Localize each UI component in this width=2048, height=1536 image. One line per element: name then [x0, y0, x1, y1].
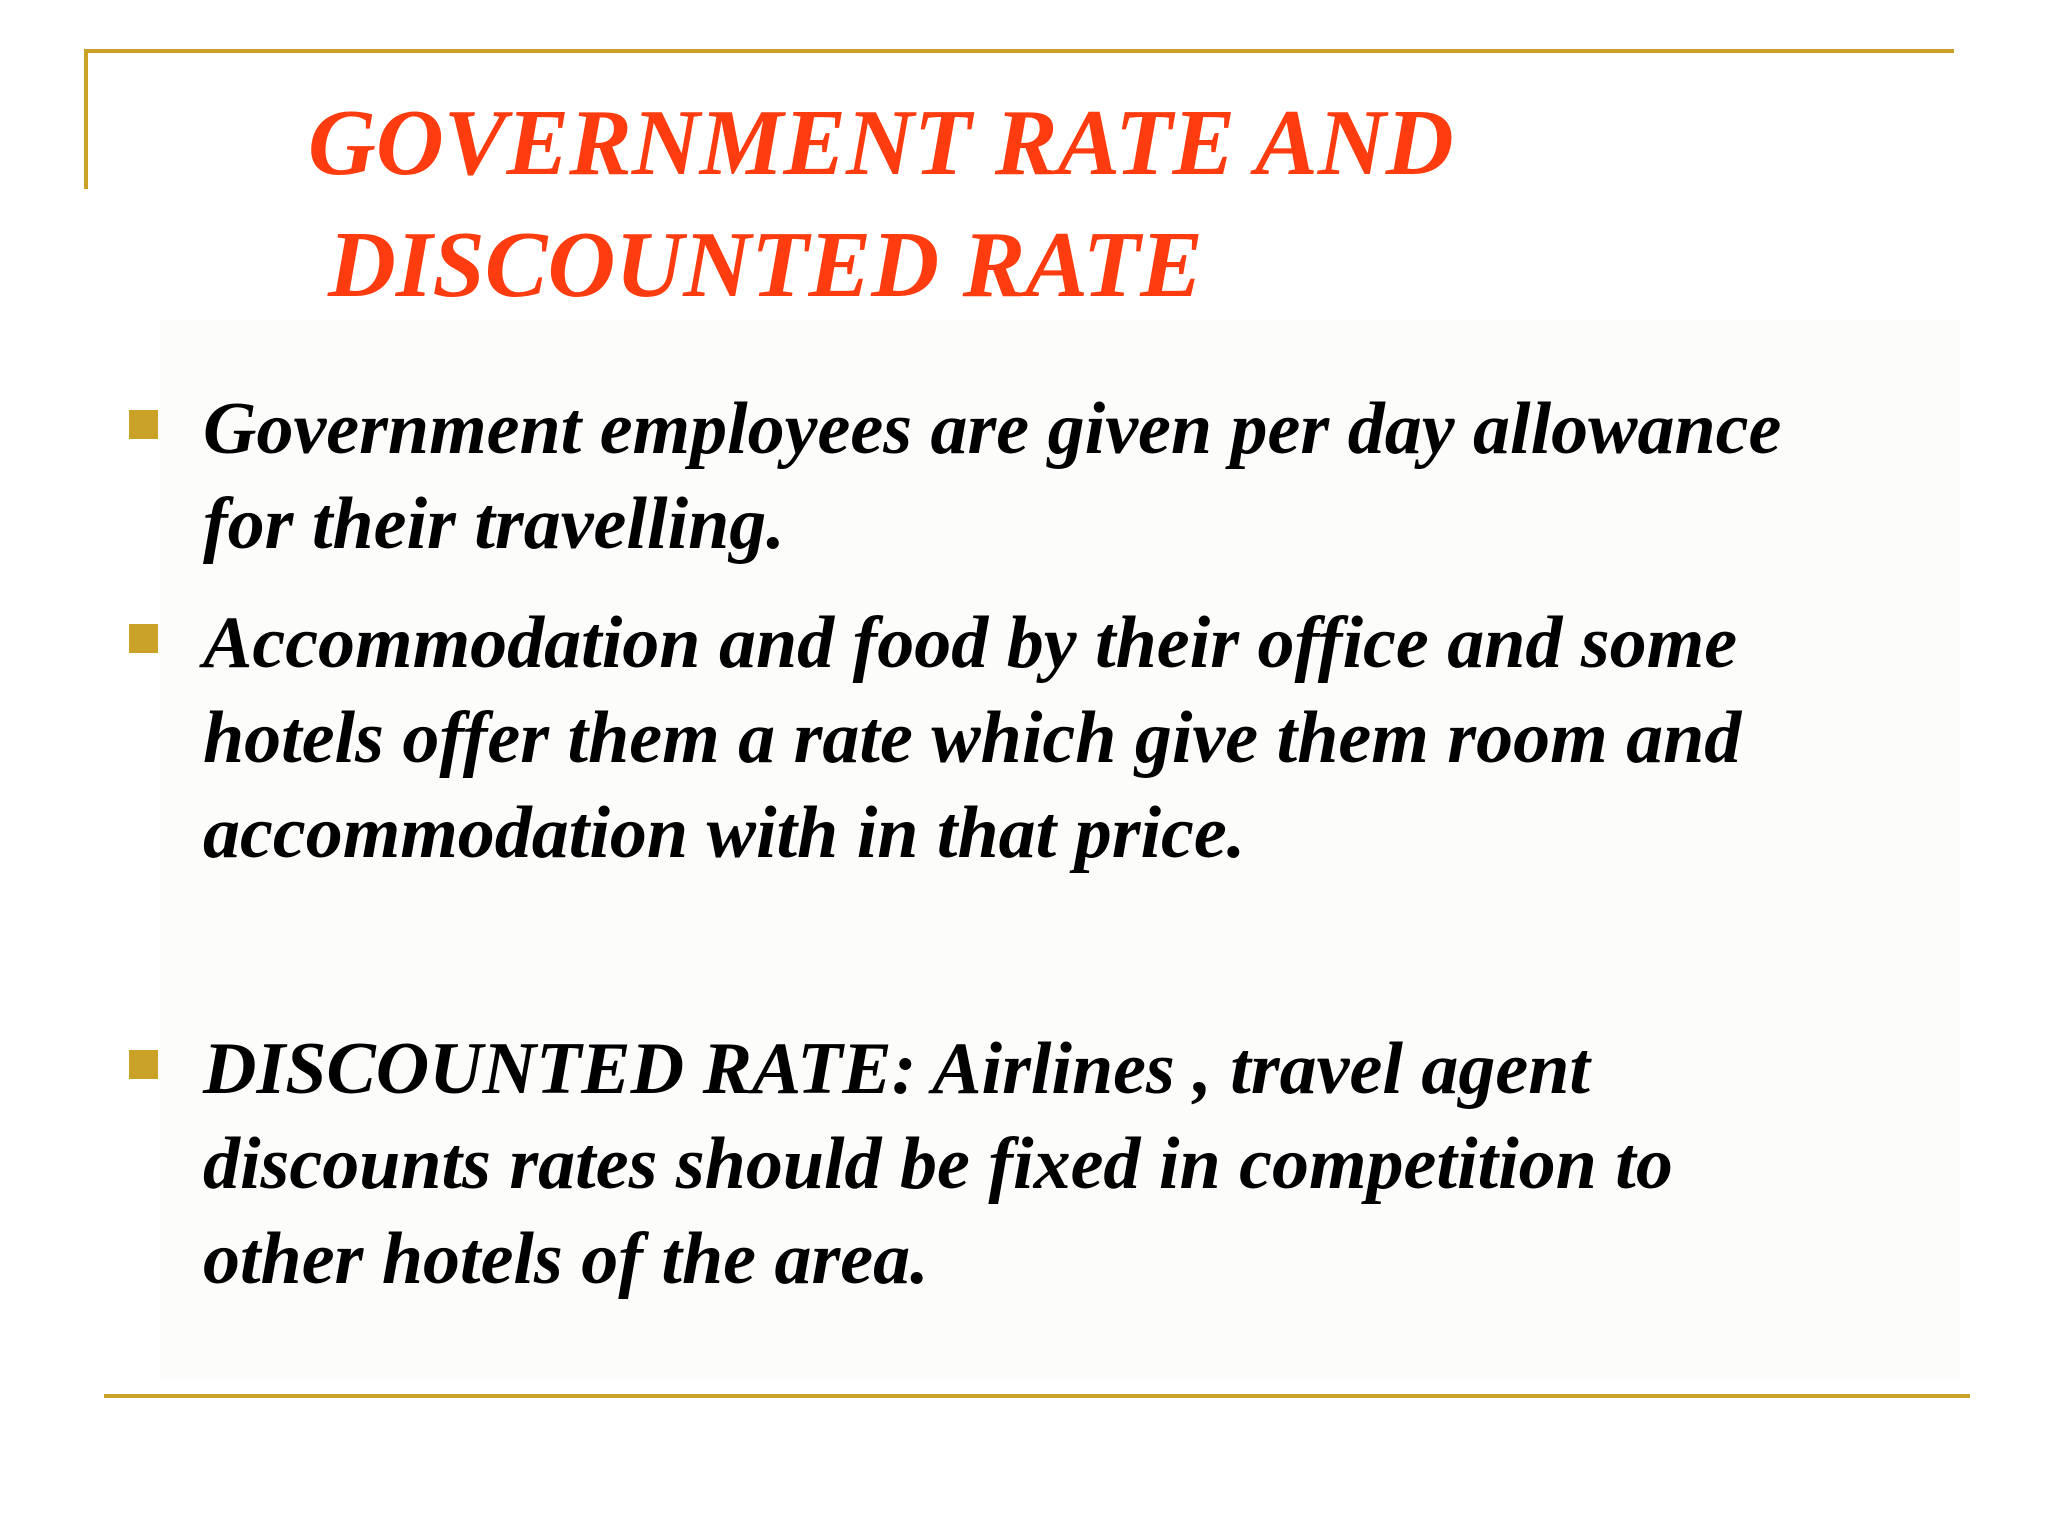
bullet-text	[203, 1022, 1963, 1307]
square-bullet-icon	[129, 624, 158, 653]
bullet-text-line: other hotels of the area.	[203, 1218, 929, 1300]
bullet-text-line: discounts rates should be fixed in competition to	[203, 1123, 1673, 1205]
bullet-text	[203, 596, 1963, 881]
bullet-text	[203, 382, 1963, 572]
bottom-rule	[104, 1394, 1970, 1398]
bullet-text-line: Government employees are given per day allowance	[203, 388, 1782, 470]
bullet-text-line: for their travelling.	[203, 483, 785, 565]
slide-title-line-1: GOVERNMENT RATE AND	[308, 91, 1454, 195]
left-rule	[84, 49, 88, 189]
slide-title-line-2: DISCOUNTED RATE	[328, 213, 1203, 317]
bullet-text-line: Accommodation and food by their office and some	[203, 602, 1738, 684]
top-rule	[84, 49, 1954, 53]
bullet-text-line: hotels offer them a rate which give them room and	[203, 697, 1742, 779]
bullet-text-line: accommodation with in that price.	[203, 792, 1246, 874]
bullet-text-line: DISCOUNTED RATE: Airlines , travel agent	[203, 1028, 1590, 1110]
square-bullet-icon	[129, 410, 158, 439]
square-bullet-icon	[129, 1050, 158, 1079]
